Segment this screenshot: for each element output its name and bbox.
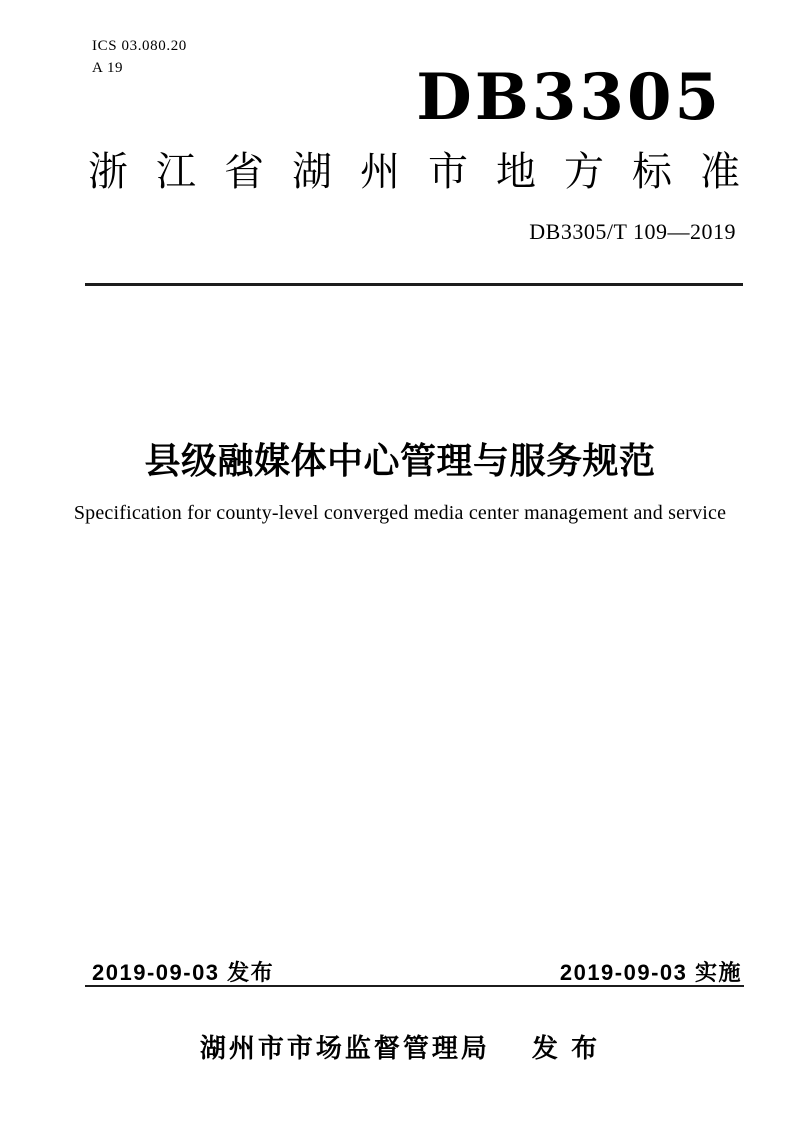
footer-divider-line <box>85 985 744 987</box>
document-title-en: Specification for county-level converged media center management and service <box>73 502 727 524</box>
document-number: DB3305/T 109—2019 <box>529 219 736 244</box>
ics-code: ICS 03.080.20 <box>92 38 187 54</box>
standard-type-title: 浙江省湖州市地方标准 <box>88 150 768 194</box>
publisher-name: 湖州市市场监督管理局 <box>199 1033 490 1063</box>
implementation-date: 2019-09-03 实施 <box>559 960 742 985</box>
dates-row <box>92 956 742 987</box>
header-divider-line <box>85 283 743 286</box>
document-title-cn: 县级融媒体中心管理与服务规范 <box>144 440 656 481</box>
issue-date: 2019-09-03 发布 <box>92 960 275 985</box>
standard-code-logo: DB3305 <box>416 60 722 135</box>
publisher-row <box>0 1028 800 1065</box>
publish-action-label: 发 布 <box>531 1033 601 1063</box>
category-code: A 19 <box>92 60 124 76</box>
